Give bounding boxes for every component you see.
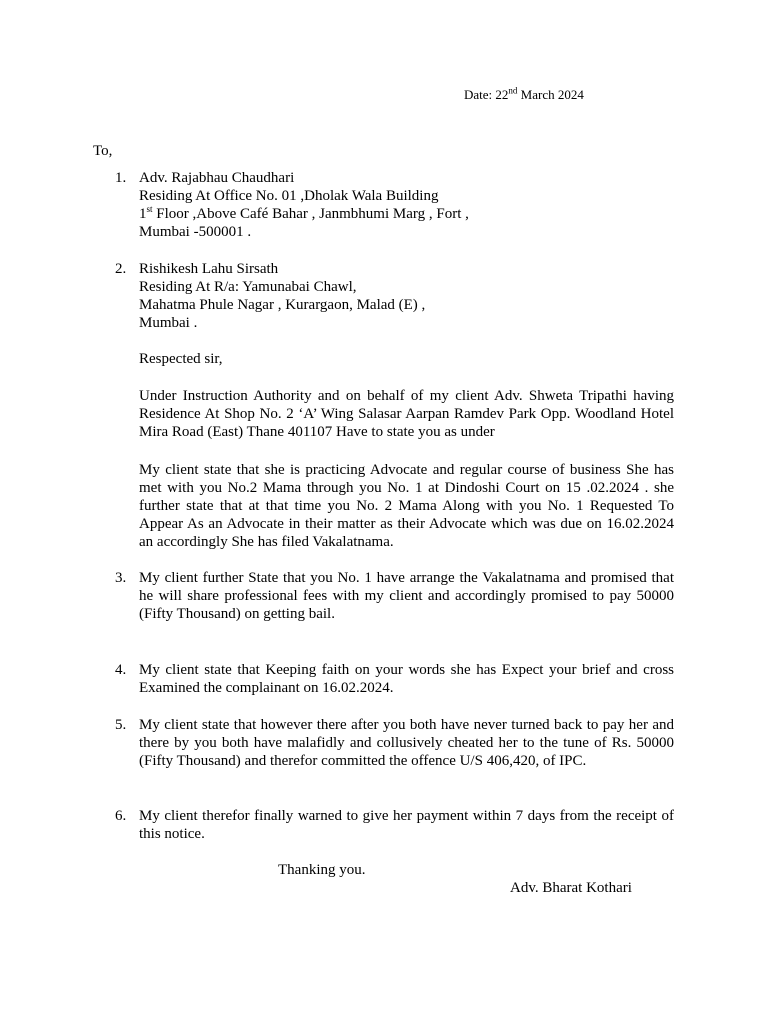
point-number: 5. — [115, 717, 127, 733]
point-text: My client state that Keeping faith on your words she has Expect your brief and cross Examined the complainant on 16.02.2024. — [139, 662, 674, 696]
recipient-number: 2. — [115, 261, 127, 277]
intro-paragraph: Under Instruction Authority and on behalf of my client Adv. Shweta Tripathi having Residence At Shop No. 2 ‘A’ Wing Salasar Aarpan Ramdev Park Opp. Woodland Hotel Mira Road (East) Thane 401107 Have to state you as under — [139, 388, 674, 440]
recipient-number: 1. — [115, 170, 127, 186]
point-text: My client further State that you No. 1 have arrange the Vakalatnama and promised that he will share professional fees with my client and accordingly promised to pay 50000 (Fifty Thousand) on getting bail. — [139, 570, 674, 622]
recipient-address-line: Residing At Office No. 01 ,Dholak Wala Building — [139, 188, 439, 204]
point-text: My client state that however there after you both have never turned back to pay her and there by you both have malafidly and collusively cheated her to the tune of Rs. 50000 (Fifty Thousand) and therefor committed the offence U/S 406,420, of IPC. — [139, 717, 674, 769]
recipient-name: Rishikesh Lahu Sirsath — [139, 261, 279, 277]
recipient-address-line: Residing At R/a: Yamunabai Chawl, — [139, 279, 357, 295]
point-text: My client therefor finally warned to give her payment within 7 days from the receipt of this notice. — [139, 808, 674, 842]
body-paragraph: My client state that she is practicing Advocate and regular course of business She has met with you No.2 Mama through you No. 1 at Dindoshi Court on 15 .02.2024 . she further state that at that time you No. 2 Mama Along with you No. 1 Requested To Appear As an Advocate in their matter as their Advocate which was due on 16.02.2024 an accordingly She has filed Vakalatnama. — [139, 462, 674, 550]
recipient-address-line: Mumbai . — [139, 315, 198, 331]
point-number: 3. — [115, 570, 127, 586]
signature: Adv. Bharat Kothari — [510, 880, 632, 896]
recipient-name: Adv. Rajabhau Chaudhari — [139, 170, 295, 186]
closing: Thanking you. — [278, 862, 366, 878]
letter-date: Date: 22nd March 2024 — [464, 85, 584, 102]
point-number: 4. — [115, 662, 127, 678]
greeting: Respected sir, — [139, 351, 223, 367]
recipient-address-line: Mumbai -500001 . — [139, 224, 252, 240]
salutation-to: To, — [93, 143, 113, 159]
recipient-address-line: 1st Floor ,Above Café Bahar , Janmbhumi Marg , Fort , — [139, 204, 469, 222]
point-number: 6. — [115, 808, 127, 824]
recipient-address-line: Mahatma Phule Nagar , Kurargaon, Malad (E) , — [139, 297, 426, 313]
